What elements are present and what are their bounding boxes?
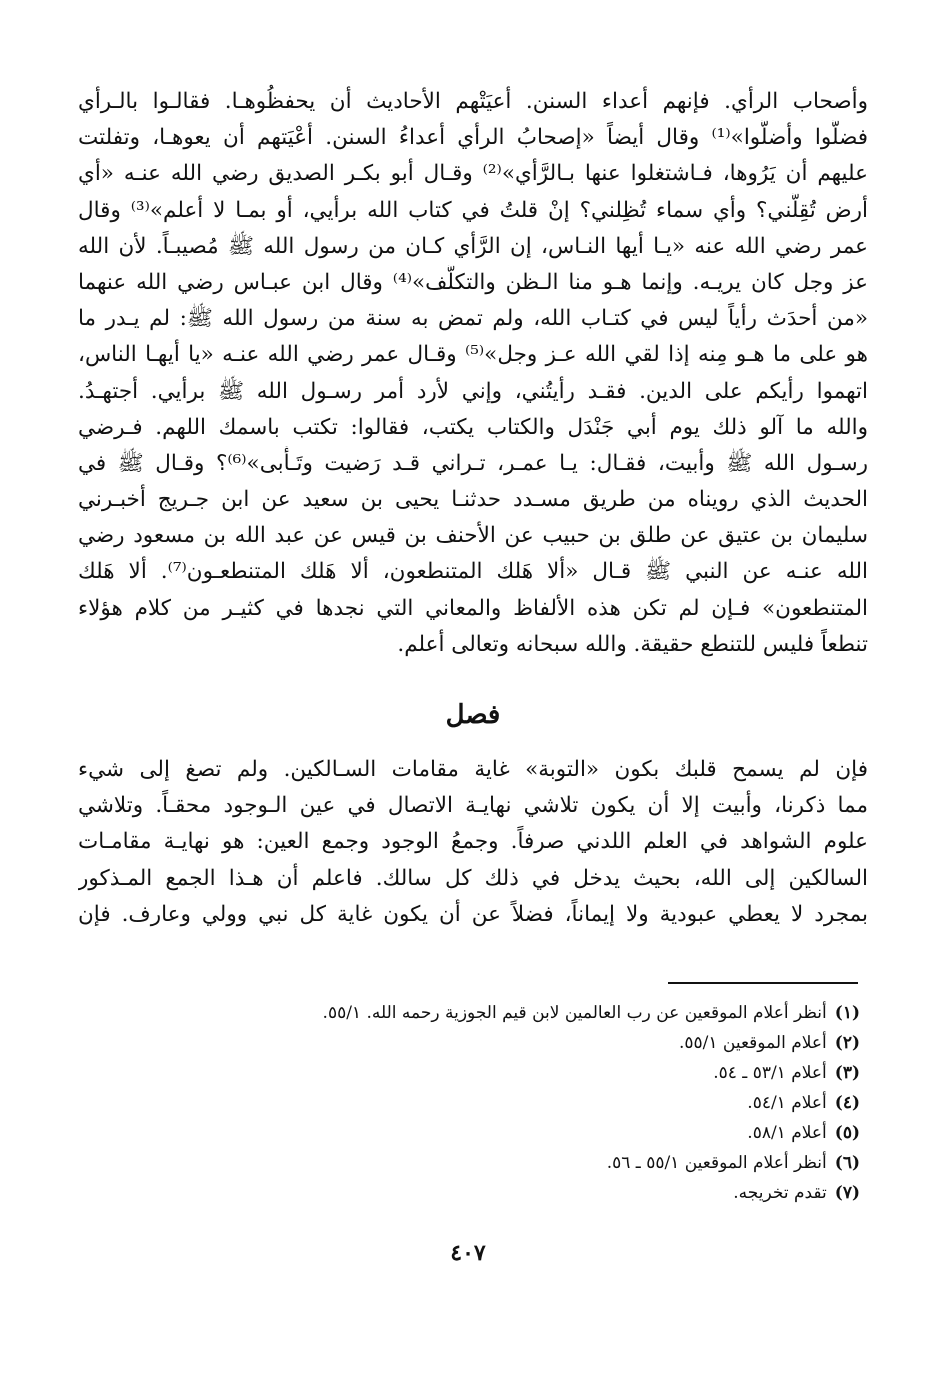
text-line: وأصحاب الرأي. فإنهم أعداء السنن. أعيَتْهم الأحاديث أن يحفظُوهـا. فقالـوا بالـرأي	[78, 89, 868, 114]
page-number: ٤٠٧	[450, 1240, 486, 1266]
footnote-number: (٤)	[834, 1093, 860, 1113]
text-line: رسـول الله ﷺ وأبيت، فقـال: يـا عمـر، تـراني قـد رَضيت وتَـأْبى»⁽⁶⁾؟ وقـال ﷺ في	[78, 450, 868, 476]
footnote-text: تقدم تخريجه.	[733, 1183, 827, 1203]
footnote-number: (١)	[834, 1003, 860, 1023]
section-heading: فصل	[445, 700, 501, 730]
text-line: المتنطعون» فـإن لم تكن هذه الألفاظ والمعاني التي نجدها في كثيـر من كلام هؤلاء	[78, 595, 868, 621]
footnote-number: (٧)	[834, 1183, 860, 1203]
text-line: والله ما آلو ذلك يوم أبي جَنْدَل والكتاب يكتب، فقالوا: تكتب باسمك اللهم. فـرضي	[78, 414, 868, 440]
text-line: هو على ما هـو مِنه إذا لقي الله عـز وجل»⁽⁵⁾ وقـال عمر رضي الله عنـه «يا أيهـا الناس،	[78, 342, 868, 368]
main-body-text	[78, 84, 868, 663]
text-line: الله عنـه عن النبي ﷺ قـال «ألا هَلك المتنطعون، ألا هَلك المتنطعـون⁽⁷⁾. ألا هَلك	[78, 559, 868, 585]
footnote-number: (٢)	[834, 1033, 860, 1053]
footnote-text: أعلام ٥٨/١.	[747, 1123, 827, 1143]
footnote-text: أعلام ٥٣/١ ـ ٥٤.	[713, 1063, 827, 1083]
section-body-text	[78, 752, 868, 933]
footnote-number: (٣)	[834, 1063, 860, 1083]
footnote-item	[200, 1118, 860, 1148]
text-line: عز وجل كان يريـه. وإنما هـو منا الـظن والتكلُّف»⁽⁴⁾ وقال ابن عبـاس رضي الله عنهما	[78, 269, 868, 295]
text-line: عليهم أن يَرُوها، فـاشتغلوا عنها بـالرَّأي»⁽²⁾ وقـال أبو بكـر الصديق رضي الله عنـه «أي	[78, 161, 868, 187]
text-line: اتهموا رأيكم على الدين. فقـد رأيتُني، وإني لأرد أمر رسـول الله ﷺ برأيي. أجتهـدُ.	[78, 378, 868, 404]
text-line: عمر رضي الله عنه «يـا أيها النـاس، إن الرَّأي كـان من رسول الله ﷺ مُصيبـاً. لأن الله	[78, 233, 868, 259]
text-line: «من أحدَث رأياً ليس في كتـاب الله، ولم تمض به سنة من رسول الله ﷺ: لم يـدر ما	[78, 306, 868, 332]
text-line: بمجرد لا يعطي عبودية ولا إيماناً، فضلاً عن أن يكون غاية كل نبي وولي وعارف. فإن	[78, 901, 868, 927]
footnote-item	[200, 1088, 860, 1118]
footnote-text: أعلام ٥٤/١.	[747, 1093, 827, 1113]
footnote-separator	[668, 982, 858, 984]
footnote-text: أعلام الموقعين ٥٥/١.	[678, 1033, 827, 1053]
footnote-text: أنظر أعلام الموقعين ٥٥/١ ـ ٥٦.	[606, 1153, 827, 1173]
text-line: سليمان بن عتيق عن طلق بن حبيب عن الأحنف بن قيس عن عبد الله بن مسعود رضي	[78, 523, 868, 549]
footnote-number: (٦)	[834, 1153, 860, 1173]
footnote-item	[200, 998, 860, 1028]
footnote-item	[200, 1178, 860, 1208]
footnote-item	[200, 1028, 860, 1058]
footnote-text: أنظر أعلام الموقعين عن رب العالمين لابن قيم الجوزية رحمه الله. ٥٥/١.	[322, 1003, 827, 1023]
text-line: مما ذكرنا، وأبيت إلا أن يكون تلاشي نهايـة الاتصال في عين الـوجود محقـاً. وتلاشي	[78, 793, 868, 819]
footnotes	[200, 998, 860, 1208]
text-line: فضلُّوا وأضلُّوا»⁽¹⁾ وقال أيضاً «إصحابُ الرأي أعداءُ السنن. أعْيَتهم أن يعوهـا، وتفلتت	[78, 125, 868, 151]
text-line: الحديث الذي رويناه من طريق مسـدد حدثنـا يحيى بن سعيد عن ابن جـريج أخبـرني	[78, 487, 868, 513]
text-line: أرض تُقِلُّني؟ وأي سماء تُظِلني؟ إنْ قلتُ في كتاب الله برأيي، أو بمـا لا أعلم»⁽³⁾ وقال	[78, 197, 868, 223]
footnote-item	[200, 1148, 860, 1178]
text-line: علوم الشواهد في العلم اللدني صرفاً. وجمعُ الوجود وجمع العين: هو نهايـة مقامـات	[78, 829, 868, 855]
footnote-item	[200, 1058, 860, 1088]
text-line: السالكين إلى الله، بحيث يدخل في ذلك كل سالك. فاعلم أن هـذا الجمع المـذكور	[78, 865, 868, 891]
footnote-number: (٥)	[834, 1123, 860, 1143]
text-line: تنطعاً فليس للتنطع حقيقة. والله سبحانه وتعالى أعلم.	[397, 631, 868, 657]
text-line: فإن لم يسمح قلبك بكون «التوبة» غاية مقامات السـالكين. ولم تصغ إلى شيء	[78, 757, 868, 782]
